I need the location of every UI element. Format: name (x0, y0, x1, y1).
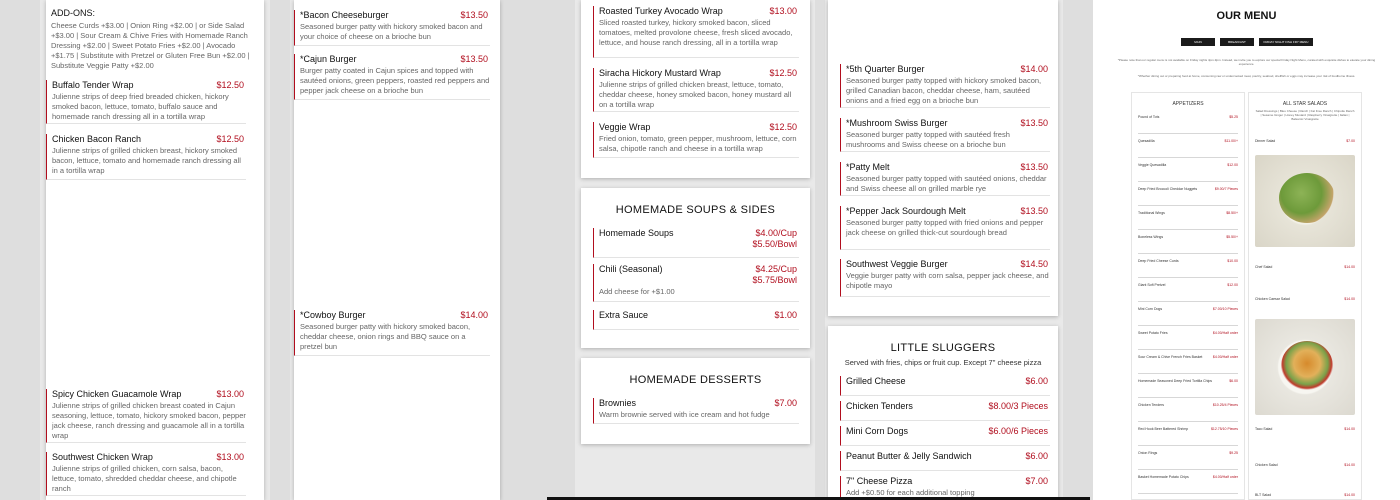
row-divider (1138, 397, 1238, 398)
item-price: $7.00 (774, 398, 797, 408)
item-name: 7" Cheese Pizza (846, 476, 913, 486)
item-name: *Mushroom Swiss Burger (846, 118, 948, 128)
item-name: *Bacon Cheeseburger (300, 10, 389, 20)
item-price: $14.00 (460, 310, 488, 320)
salad-price: $14.00 (1344, 493, 1355, 497)
item-name: *5th Quarter Burger (846, 64, 925, 74)
item-name: *Patty Melt (846, 162, 890, 172)
row-divider (1138, 133, 1238, 134)
menu-overview-panel (1093, 0, 1400, 500)
menu-column-burgers (294, 0, 500, 500)
item-price: $12.50 (769, 122, 797, 132)
appetizer-name: Giant Soft Pretzel (1138, 283, 1166, 287)
item-price: $4.00/Cup $5.50/Bowl (752, 228, 797, 249)
row-divider (1138, 325, 1238, 326)
salad-name: Taco Salad (1255, 427, 1273, 431)
item-desc: Seasoned burger patty topped with sautéed fresh mushrooms and Swiss cheese on a brioche bun (846, 130, 1010, 149)
item-price: $12.50 (216, 80, 244, 90)
appetizer-price: $12.00 (1227, 163, 1238, 167)
page-title: OUR MENU (1216, 10, 1277, 22)
item-desc: Add cheese for +$1.00 (599, 287, 675, 296)
background-strip (0, 0, 40, 500)
item-price: $14.00 (1020, 64, 1048, 74)
item-name: Extra Sauce (599, 310, 649, 320)
row-divider (1138, 373, 1238, 374)
menu-card-wraps (581, 0, 810, 178)
menu-item (840, 451, 1050, 471)
appetizer-name: Boneless Wings (1138, 235, 1164, 239)
item-price: $14.50 (1020, 259, 1048, 269)
row-divider (1138, 301, 1238, 302)
row-divider (1138, 445, 1238, 446)
appetizer-price: $10.25/4 Pieces (1212, 403, 1238, 407)
section-subtitle: Served with fries, chips or fruit cup. Except 7" cheese pizza (844, 358, 1042, 367)
item-name: Peanut Butter & Jelly Sandwich (846, 451, 972, 461)
item-name: Mini Corn Dogs (846, 426, 909, 436)
salads-column (1248, 92, 1362, 500)
item-name: Spicy Chicken Guacamole Wrap (52, 389, 182, 399)
item-desc: Julienne strips of grilled chicken breast coated in Cajun seasoning, lettuce, tomato, hickory smoked bacon, pepper jack cheese, ranch dressing and guacamole all in a tortilla wrap (52, 401, 246, 440)
menu-item (46, 134, 246, 180)
item-desc: Julienne strips of grilled chicken breast, hickory smoked bacon, lettuce, tomato and homemade ranch dressing all in a tortilla wrap (52, 146, 241, 175)
item-desc: Julienne strips of grilled chicken, corn salsa, bacon, lettuce, tomato, shredded cheddar cheese, and chipotle ranch (52, 464, 237, 493)
appetizer-price: $7.00/10 Pieces (1212, 307, 1238, 311)
item-name: Veggie Wrap (599, 122, 651, 132)
appetizer-name: Pound of Tots (1138, 115, 1160, 119)
menu-item (46, 452, 246, 496)
menu-item (840, 64, 1050, 108)
addons-block (51, 8, 251, 71)
item-desc: Seasoned burger patty topped with hickory smoked bacon, grilled Canadian bacon, cheddar cheese, ham, sautéed onions and a fried egg on a brioche bun (846, 76, 1042, 105)
appetizer-name: Deep Fried Cheese Curds (1138, 259, 1179, 263)
row-divider (1138, 469, 1238, 470)
menu-card-desserts (581, 358, 810, 444)
appetizer-price: $12.75/10 Pieces (1210, 427, 1238, 431)
background-strip (270, 0, 290, 500)
appetizer-price: $5.25 (1229, 115, 1238, 119)
item-desc: Julienne strips of grilled chicken breast, lettuce, tomato, cheddar cheese, honey smoked bacon, honey mustard all on a tortilla wrap (599, 80, 792, 109)
salad-photo (1255, 155, 1355, 247)
salad-name: Chicken Caesar Salad (1255, 297, 1290, 301)
item-price: $13.50 (460, 10, 488, 20)
row-divider (1138, 157, 1238, 158)
menu-item (840, 162, 1050, 196)
menu-item (46, 389, 246, 443)
row-divider (1138, 253, 1238, 254)
item-desc: Fried onion, tomato, green pepper, mushroom, lettuce, corn salsa, chipotle ranch and cheese in a tortilla wrap (599, 134, 797, 153)
salad-photo (1255, 319, 1355, 415)
row-divider (1138, 421, 1238, 422)
salad-price: $14.00 (1344, 463, 1355, 467)
background-strip (1063, 0, 1093, 500)
menu-column-wraps (46, 0, 264, 500)
item-price: $1.00 (774, 310, 797, 320)
menu-card-little-sluggers (828, 326, 1058, 500)
row-divider (1138, 493, 1238, 494)
appetizer-name: Quesadilla (1138, 139, 1155, 143)
salad-price: $14.00 (1344, 427, 1355, 431)
row-divider (1138, 349, 1238, 350)
section-title: HOMEMADE DESSERTS (629, 374, 762, 386)
menu-card-burgers (828, 0, 1058, 316)
item-name: *Pepper Jack Sourdough Melt (846, 206, 966, 216)
appetizer-price: $11.00/+ (1224, 139, 1238, 143)
addons-title: ADD-ONS: (51, 8, 96, 18)
menu-item (840, 206, 1050, 250)
item-desc: Burger patty coated in Cajun spices and topped with sautéed onions, green peppers, roasted red peppers and pepper jack cheese on a brioche bun (300, 66, 490, 95)
item-name: Brownies (599, 398, 637, 408)
appetizer-price: $4.00/Half order (1212, 475, 1238, 479)
item-name: Roasted Turkey Avocado Wrap (599, 6, 723, 16)
item-name: *Cowboy Burger (300, 310, 366, 320)
appetizer-name: Chicken Tenders (1138, 403, 1165, 407)
fish-fry-menu-button[interactable]: FRIDAY NIGHT FISH FRY MENU (1259, 38, 1313, 46)
appetizer-name: Sour Cream & Chive French Fries Basket (1138, 355, 1203, 359)
appetizer-name: Homemade Seasoned Deep Fried Tortilla Chips (1138, 379, 1213, 383)
salad-dressings: Salad Dressings | Bleu Cheese | Ranch | Fat Free Ranch | Chipotle Ranch | Sesame Ginger | Honey Mustard | Raspberry Vinaigrette | Italian | Balsamic Vinaigrette (1255, 109, 1355, 121)
item-name: Southwest Veggie Burger (846, 259, 948, 269)
menu-item (593, 228, 799, 258)
item-price: $8.00/3 Pieces (988, 401, 1048, 411)
item-desc: Veggie burger patty with corn salsa, pepper jack cheese, and chipotle mayo (846, 271, 1049, 290)
item-name: Homemade Soups (599, 228, 674, 238)
appetizer-price: $4.00/Half order (1212, 331, 1238, 335)
menu-item (840, 376, 1050, 396)
appetizer-name: Veggie Quesadilla (1138, 163, 1167, 167)
menu-item (294, 10, 490, 46)
menu-card-soups (581, 188, 810, 348)
salad-name: Dinner Salad (1255, 139, 1276, 143)
background-strip (815, 0, 825, 500)
item-name: Siracha Hickory Mustard Wrap (599, 68, 721, 78)
item-name: Grilled Cheese (846, 376, 906, 386)
main-menu-button[interactable]: MAIN (1181, 38, 1215, 46)
appetizer-price: $9.25 (1229, 451, 1238, 455)
row-divider (1138, 277, 1238, 278)
item-price: $13.00 (216, 389, 244, 399)
item-desc: Seasoned burger patty topped with fried onions and pepper jack cheese on grilled thick-cut sourdough bread (846, 218, 1044, 237)
appetizer-name: Basket Homemade Potato Chips (1138, 475, 1189, 479)
item-price: $13.50 (1020, 206, 1048, 216)
menu-item (840, 426, 1050, 446)
item-name: Chicken Bacon Ranch (52, 134, 142, 144)
section-title: APPETIZERS (1172, 101, 1204, 107)
item-price: $7.00 (1025, 476, 1048, 486)
item-price: $13.50 (1020, 162, 1048, 172)
item-price: $13.00 (769, 6, 797, 16)
item-name: Chili (Seasonal) (599, 264, 663, 274)
breakfast-menu-button[interactable]: BREAKFAST (1220, 38, 1254, 46)
appetizer-name: Deep Fried Broccoli Cheddar Nuggets (1138, 187, 1198, 191)
section-title: ALL STAR SALADS (1282, 101, 1328, 107)
appetizer-name: Traditional Wings (1138, 211, 1165, 215)
item-name: Buffalo Tender Wrap (52, 80, 134, 90)
section-title: LITTLE SLUGGERS (890, 342, 996, 354)
menu-item (593, 310, 799, 330)
row-divider (1138, 205, 1238, 206)
row-divider (1138, 181, 1238, 182)
menu-item (840, 259, 1050, 297)
appetizer-name: Onion Rings (1138, 451, 1158, 455)
menu-item (593, 398, 799, 424)
appetizer-name: Red Hook Beer Battered Shrimp (1138, 427, 1189, 431)
menu-item (840, 118, 1050, 152)
section-title: HOMEMADE SOUPS & SIDES (615, 204, 776, 216)
item-desc: Seasoned burger patty with hickory smoked bacon and your choice of cheese on a brioche bun (300, 22, 483, 41)
item-price: $12.50 (769, 68, 797, 78)
menu-item (593, 68, 799, 112)
item-price: $13.50 (460, 54, 488, 64)
salad-name: Chicken Salad (1255, 463, 1278, 467)
appetizer-price: $9.00/7 Pieces (1214, 187, 1238, 191)
item-price: $12.50 (216, 134, 244, 144)
appetizer-price: $4.00/Half order (1212, 355, 1238, 359)
row-divider (1138, 229, 1238, 230)
item-desc: Sliced roasted turkey, hickory smoked bacon, sliced tomatoes, melted provolone cheese, fresh sliced avocado, lettuce, and house ranch dressing, all in a tortilla wrap (599, 18, 793, 47)
menu-item (46, 80, 246, 124)
item-price: $6.00 (1025, 376, 1048, 386)
salad-photo-food (1279, 173, 1335, 223)
appetizer-price: $8.50/+ (1226, 211, 1238, 215)
addons-text: Cheese Curds +$3.00 | Onion Ring +$2.00 | or Side Salad +$3.00 | Sour Cream & Chive Fries with Homemade Ranch Dressing +$2.00 | Sweet Potato Fries +$2.00 | Avocado +$1.75 | Substitute with Pretzel or Gluten Free Bun +$2.00 | Substitute Veggie Patty +$2.00 (51, 21, 250, 70)
menu-item (593, 6, 799, 58)
appetizer-name: Mini Corn Dogs (1138, 307, 1163, 311)
menu-note: *Whether dining out or preparing food at home, consuming raw or undercooked meat, poultry, seafood, shellfish or eggs may increase your risk of foodborne illness. (1137, 74, 1356, 78)
appetizer-price: $10.00 (1227, 259, 1238, 263)
item-desc: Seasoned burger patty with hickory smoked bacon, cheddar cheese, onion rings and BBQ sauce on a pretzel bun (300, 322, 471, 351)
salad-price: $7.00 (1346, 139, 1355, 143)
appetizers-column (1131, 92, 1245, 500)
item-name: Chicken Tenders (846, 401, 913, 411)
item-price: $6.00/6 Pieces (988, 426, 1048, 436)
appetizer-price: $6.00 (1229, 379, 1238, 383)
item-desc: Add +$0.50 for each additional topping (846, 488, 975, 497)
salad-name: BLT Salad (1255, 493, 1272, 497)
menu-item (294, 54, 490, 100)
item-name: Southwest Chicken Wrap (52, 452, 153, 462)
appetizer-name: Sweet Potato Fries (1138, 331, 1168, 335)
item-desc: Julienne strips of deep fried breaded chicken, hickory smoked bacon, lettuce, tomato, buffalo sauce and homemade ranch dressing all in a tortilla wrap (52, 92, 229, 121)
salad-photo-food (1281, 341, 1333, 391)
menu-item (593, 122, 799, 158)
background-strip (500, 0, 575, 500)
item-name: *Cajun Burger (300, 54, 357, 64)
item-price: $13.50 (1020, 118, 1048, 128)
appetizer-price: $5.50/+ (1226, 235, 1238, 239)
menu-note: *Please note that our regular menu is not available on Friday nights 4pm-9pm. Instead, we invite you to explore our special Friday Night Menu, curated with exquisite dishes to elevate your dining experience. (1117, 58, 1376, 66)
menu-item (294, 310, 490, 356)
salad-name: Chef Salad (1255, 265, 1273, 269)
item-price: $4.25/Cup $5.75/Bowl (752, 264, 797, 285)
item-desc: Warm brownie served with ice cream and hot fudge (599, 410, 770, 419)
item-price: $13.00 (216, 452, 244, 462)
salad-price: $14.00 (1344, 297, 1355, 301)
menu-item (840, 401, 1050, 421)
menu-item (593, 264, 799, 302)
item-desc: Seasoned burger patty topped with sautéed onions, cheddar and Swiss cheese all on grilled marble rye (846, 174, 1047, 193)
item-price: $6.00 (1025, 451, 1048, 461)
salad-price: $14.00 (1344, 265, 1355, 269)
appetizer-price: $12.00 (1227, 283, 1238, 287)
